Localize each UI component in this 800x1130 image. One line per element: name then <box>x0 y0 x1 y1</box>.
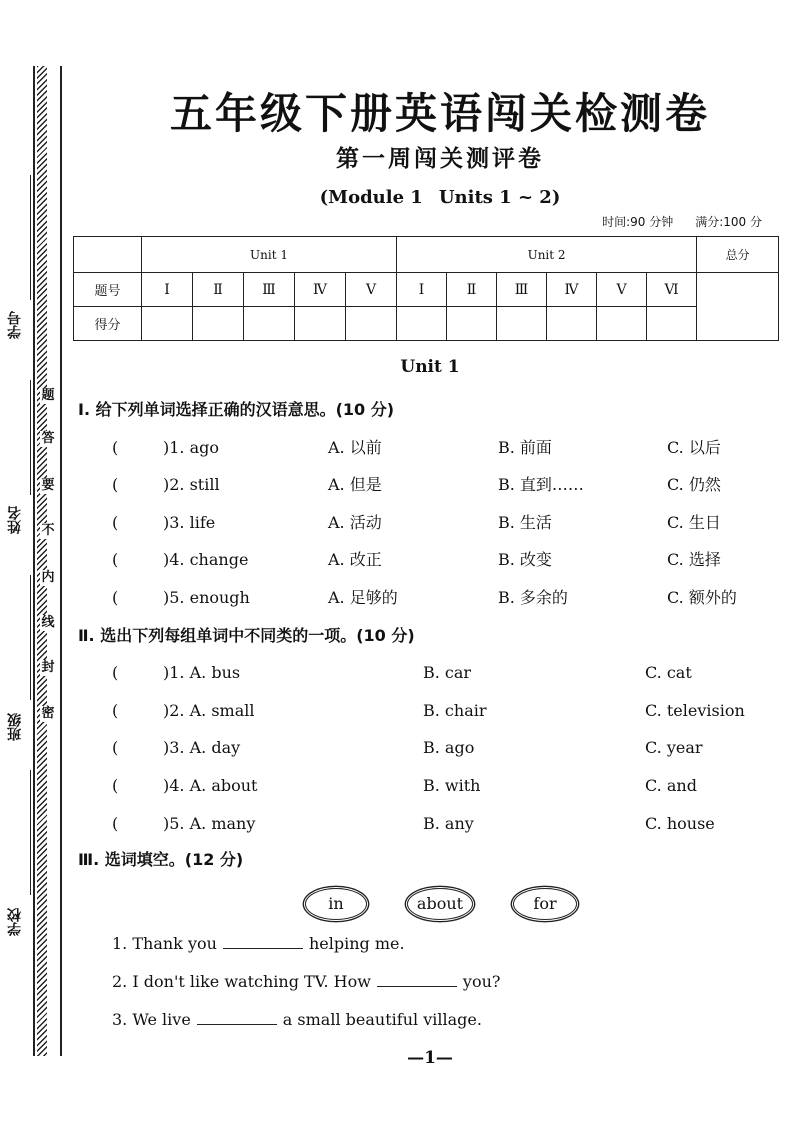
answer-blank[interactable]: ( <box>112 738 119 757</box>
option-c: C. 额外的 <box>667 588 737 607</box>
sentence-before: 1. Thank you <box>112 934 217 953</box>
score-cell[interactable] <box>647 307 697 341</box>
class-label: 班级 <box>7 713 23 741</box>
word-bank-bubble: about <box>407 888 473 920</box>
question-stem: )4. A. about <box>163 776 258 795</box>
exam-info <box>602 213 762 231</box>
question-stem: )1. ago <box>163 438 220 457</box>
sentence-before: 3. We live <box>112 1010 191 1029</box>
total-header: 总分 <box>697 237 779 273</box>
score-cell[interactable] <box>547 307 597 341</box>
units-range: Units 1 ~ 2 <box>438 187 552 208</box>
row-question-number: 题号 <box>74 273 142 307</box>
score-cell[interactable] <box>397 307 447 341</box>
unit1-part-cell: Ⅱ <box>193 273 244 307</box>
sentence-after: a small beautiful village. <box>282 1010 482 1029</box>
unit1-header: Unit 1 <box>142 237 397 273</box>
page-number: —1— <box>407 1048 453 1068</box>
answer-blank[interactable]: ( <box>112 701 119 720</box>
unit2-header: Unit 2 <box>397 237 697 273</box>
option-b: B. any <box>423 814 474 833</box>
table-corner-cell <box>74 237 142 273</box>
score-cell[interactable] <box>142 307 193 341</box>
question-row <box>0 472 800 498</box>
fill-blank[interactable] <box>377 968 457 987</box>
question-stem: )4. change <box>163 550 249 569</box>
seal-char: 要 <box>41 478 55 493</box>
word-bank-bubble: in <box>305 888 367 920</box>
option-a: A. 以前 <box>328 438 382 457</box>
option-c: C. cat <box>645 663 692 682</box>
fill-blank[interactable] <box>197 1006 277 1025</box>
option-c: C. television <box>645 701 745 720</box>
sentence-before: 2. I don't like watching TV. How <box>112 972 371 991</box>
answer-blank[interactable]: ( <box>112 475 119 494</box>
option-c: C. and <box>645 776 697 795</box>
exam-time: 时间:90 分钟 <box>602 215 674 229</box>
option-a: A. 活动 <box>328 513 382 532</box>
fill-blank[interactable] <box>223 930 303 949</box>
total-score-cell[interactable] <box>697 273 779 341</box>
seal-char: 密 <box>41 706 55 721</box>
unit1-part-cell: Ⅴ <box>346 273 397 307</box>
student-id-line <box>30 175 31 300</box>
question-stem: )5. A. many <box>163 814 256 833</box>
unit2-part-cell: Ⅳ <box>547 273 597 307</box>
unit2-part-cell: Ⅰ <box>397 273 447 307</box>
score-table <box>73 236 779 341</box>
question-row <box>0 773 800 799</box>
seal-char: 封 <box>41 660 55 675</box>
unit2-part-cell: Ⅵ <box>647 273 697 307</box>
score-cell[interactable] <box>295 307 346 341</box>
seal-char: 内 <box>41 570 55 585</box>
unit1-part-cell: Ⅰ <box>142 273 193 307</box>
student-id-field[interactable] <box>4 175 28 350</box>
option-b: B. 生活 <box>498 513 552 532</box>
score-cell[interactable] <box>193 307 244 341</box>
unit1-part-cell: Ⅳ <box>295 273 346 307</box>
unit-heading: Unit 1 <box>400 357 460 377</box>
question-row <box>0 510 800 536</box>
section-1-heading: Ⅰ. 给下列单词选择正确的汉语意思。(10 分) <box>78 400 395 419</box>
option-a: A. 改正 <box>328 550 382 569</box>
score-cell[interactable] <box>597 307 647 341</box>
option-b: B. 多余的 <box>498 588 568 607</box>
row-score: 得分 <box>74 307 142 341</box>
seal-char: 线 <box>41 615 55 630</box>
option-c: C. 仍然 <box>667 475 721 494</box>
fill-sentence <box>112 968 500 994</box>
seal-char: 不 <box>41 523 55 538</box>
score-cell[interactable] <box>447 307 497 341</box>
score-cell[interactable] <box>346 307 397 341</box>
sentence-after: helping me. <box>308 934 405 953</box>
question-stem: )1. A. bus <box>163 663 241 682</box>
question-row <box>0 585 800 611</box>
unit2-part-cell: Ⅲ <box>497 273 547 307</box>
section-3-heading: Ⅲ. 选词填空。(12 分) <box>78 850 244 869</box>
option-c: C. 生日 <box>667 513 721 532</box>
answer-blank[interactable]: ( <box>112 513 119 532</box>
unit2-part-cell: Ⅴ <box>597 273 647 307</box>
page-title: 五年级下册英语闯关检测卷 <box>169 89 710 138</box>
seal-char: 题 <box>41 388 55 403</box>
question-row <box>0 811 800 837</box>
option-c: C. 以后 <box>667 438 721 457</box>
option-c: C. house <box>645 814 715 833</box>
option-a: A. 但是 <box>328 475 382 494</box>
question-stem: )5. enough <box>163 588 250 607</box>
answer-blank[interactable]: ( <box>112 550 119 569</box>
option-b: B. with <box>423 776 481 795</box>
module-line: (Module 1 Units 1 ~ 2) <box>319 187 561 208</box>
question-row <box>0 735 800 761</box>
question-row <box>0 698 800 724</box>
option-c: C. year <box>645 738 703 757</box>
answer-blank[interactable]: ( <box>112 588 119 607</box>
option-b: B. 前面 <box>498 438 552 457</box>
sentence-after: you? <box>462 972 501 991</box>
option-c: C. 选择 <box>667 550 721 569</box>
question-stem: )3. A. day <box>163 738 241 757</box>
option-b: B. chair <box>423 701 487 720</box>
question-row <box>0 547 800 573</box>
score-cell[interactable] <box>497 307 547 341</box>
option-b: B. 改变 <box>498 550 552 569</box>
question-row <box>0 660 800 686</box>
answer-blank[interactable]: ( <box>112 663 119 682</box>
answer-blank[interactable]: ( <box>112 814 119 833</box>
answer-blank[interactable]: ( <box>112 776 119 795</box>
option-b: B. ago <box>423 738 475 757</box>
question-stem: )2. still <box>163 475 220 494</box>
question-stem: )3. life <box>163 513 216 532</box>
unit1-part-cell: Ⅲ <box>244 273 295 307</box>
fill-sentence <box>112 1006 482 1032</box>
unit2-part-cell: Ⅱ <box>447 273 497 307</box>
option-b: B. 直到…… <box>498 475 584 494</box>
fill-sentence <box>112 930 405 956</box>
question-row <box>0 435 800 461</box>
page-subtitle: 第一周闯关测评卷 <box>336 146 544 172</box>
option-a: A. 足够的 <box>328 588 398 607</box>
student-id-label: 学号 <box>7 311 23 339</box>
score-cell[interactable] <box>244 307 295 341</box>
exam-full-score: 满分:100 分 <box>695 215 762 229</box>
word-bank-bubble: for <box>513 888 577 920</box>
school-label: 学校 <box>7 908 23 936</box>
section-2-heading: Ⅱ. 选出下列每组单词中不同类的一项。(10 分) <box>78 626 415 645</box>
name-label: 姓名 <box>7 506 23 534</box>
module-name: Module 1 <box>328 187 423 208</box>
answer-blank[interactable]: ( <box>112 438 119 457</box>
option-b: B. car <box>423 663 472 682</box>
question-stem: )2. A. small <box>163 701 255 720</box>
seal-char: 答 <box>41 431 55 446</box>
